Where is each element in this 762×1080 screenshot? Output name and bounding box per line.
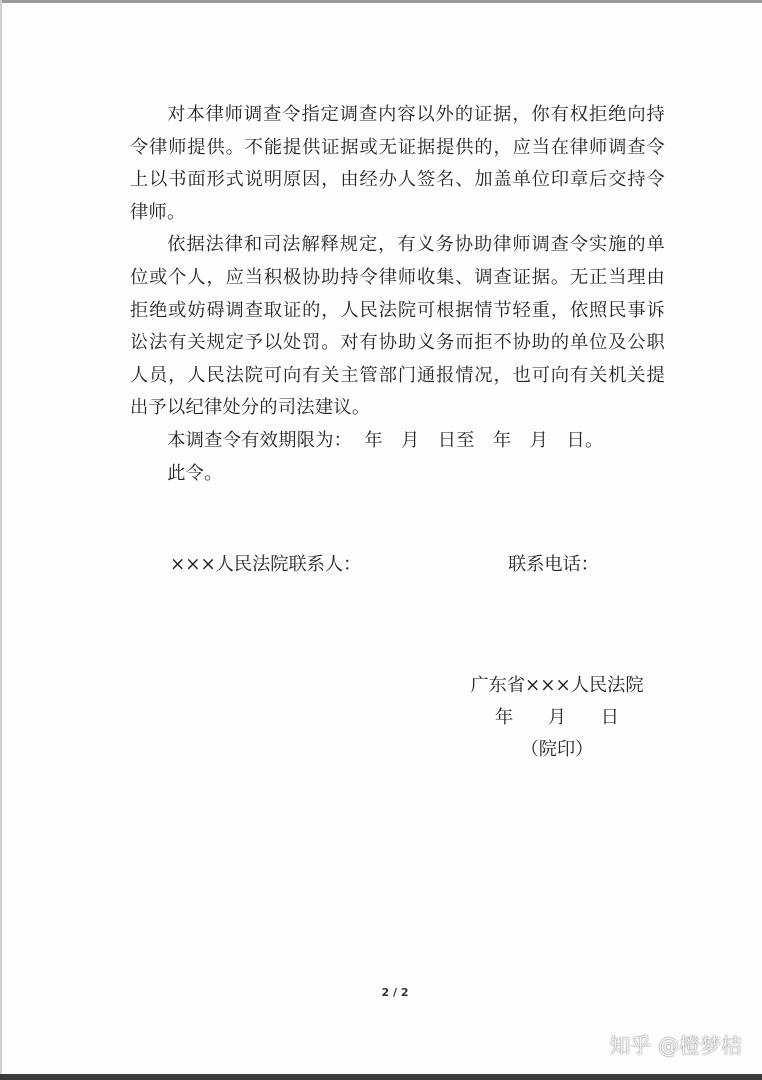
signature-block [448,670,666,766]
paragraph-order-closing: 此令。 [167,462,223,484]
issue-date-line: 年 月 日 [495,707,619,728]
page-number: 2 / 2 [381,986,409,999]
watermark-text: 知乎 @橙梦桔 [609,1034,742,1058]
document-body [130,99,665,490]
scan-edge-bottom [0,1074,762,1080]
paragraph-legal-basis: 依据法律和司法解释规定，有义务协助律师调查令实施的单位或个人，应当积极协助持令律师收集、调查证据。无正当理由拒绝或妨碍调查取证的，人民法院可根据情节轻重，依照民事诉讼法有关规定予以处罚。对有协助义务而拒不协助的单位及公职人员，人民法院可向有关主管部门通报情况，也可向有关机关提出予以纪律处分的司法建议。 [130,234,665,419]
scan-edge-top [0,0,762,3]
paragraph-refusal-right: 对本律师调查令指定调查内容以外的证据，你有权拒绝向持令律师提供。不能提供证据或无证据提供的，应当在律师调查令上以书面形式说明原因，由经办人签名、加盖单位印章后交持令律师。 [130,104,665,223]
scan-edge-left [0,0,2,1080]
contact-phone-label: 联系电话： [508,554,599,575]
paragraph-validity-period: 本调查令有效期限为： 年 月 日至 年 月 日。 [167,429,604,451]
issuer-court: 广东省×××人民法院 [470,675,644,696]
seal-note: （院印） [520,739,594,760]
contact-person-label: ×××人民法院联系人： [170,554,362,575]
